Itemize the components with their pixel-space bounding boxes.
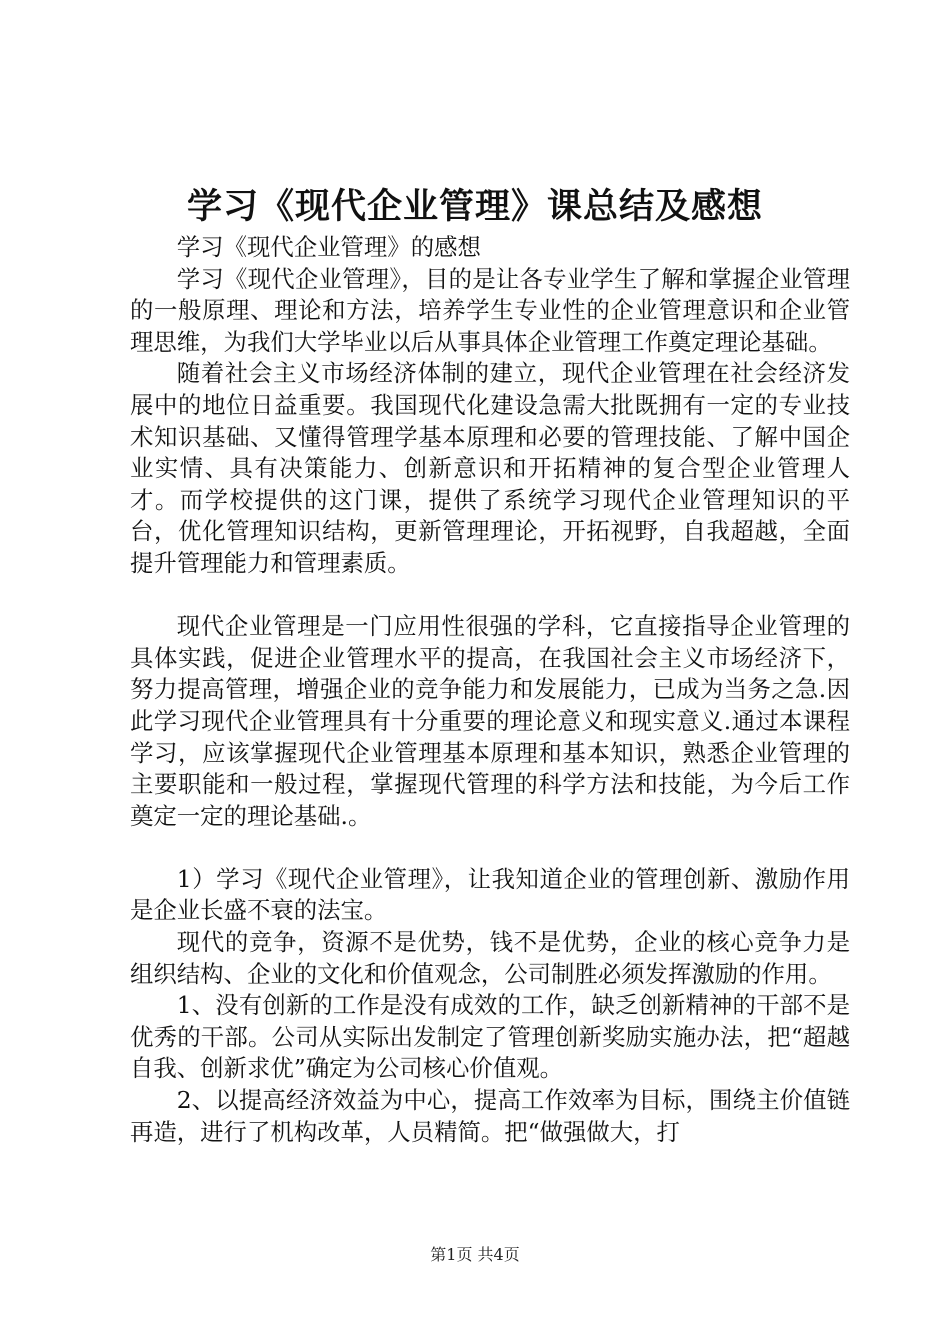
document-title: 学习《现代企业管理》课总结及感想 bbox=[186, 186, 763, 227]
paragraph-spacer bbox=[130, 832, 850, 864]
paragraph: 学习《现代企业管理》，目的是让各专业学生了解和掌握企业管理的一般原理、理论和方法，培养学生专业性的企业管理意识和企业管理思维，为我们大学毕业以后从事具体企业管理工作奠定理论基础。 bbox=[130, 264, 850, 356]
paragraph: 2、以提高经济效益为中心，提高工作效率为目标，围绕主价值链再造，进行了机构改革，人员精简。把“做强做大，打 bbox=[130, 1086, 850, 1146]
paragraph: 现代的竞争，资源不是优势，钱不是优势，企业的核心竞争力是组织结构、企业的文化和价值观念，公司制胜必须发挥激励的作用。 bbox=[130, 928, 850, 988]
page-footer: 第1页 共4页 bbox=[430, 1245, 520, 1264]
paragraph: 随着社会主义市场经济体制的建立，现代企业管理在社会经济发展中的地位日益重要。我国现代化建设急需大批既拥有一定的专业技术知识基础、又懂得管理学基本原理和必要的管理技能、了解中国企业实情、具有决策能力、创新意识和开拓精神的复合型企业管理人才。而学校提供的这门课，提供了系统学习现代企业管理知识的平台，优化管理知识结构，更新管理理论，开拓视野，自我超越，全面提升管理能力和管理素质。 bbox=[130, 359, 850, 577]
paragraph: 1）学习《现代企业管理》，让我知道企业的管理创新、激励作用是企业长盛不衰的法宝。 bbox=[130, 864, 850, 925]
paragraph: 现代企业管理是一门应用性很强的学科，它直接指导企业管理的具体实践，促进企业管理水平的提高，在我国社会主义市场经济下，努力提高管理，增强企业的竞争能力和发展能力，已成为当务之急.因此学习现代企业管理具有十分重要的理论意义和现实意义.通过本课程学习，应该掌握现代企业管理基本原理和基本知识，熟悉企业管理的主要职能和一般过程，掌握现代管理的科学方法和技能，为今后工作奠定一定的理论基础.。 bbox=[130, 612, 850, 830]
document-body bbox=[130, 232, 850, 1148]
paragraph-spacer bbox=[130, 580, 850, 612]
section-subtitle: 学习《现代企业管理》的感想 bbox=[176, 233, 481, 261]
paragraph: 1、没有创新的工作是没有成效的工作，缺乏创新精神的干部不是优秀的干部。公司从实际出发制定了管理创新奖励实施办法，把“超越自我、创新求优”确定为公司核心价值观。 bbox=[130, 991, 850, 1083]
